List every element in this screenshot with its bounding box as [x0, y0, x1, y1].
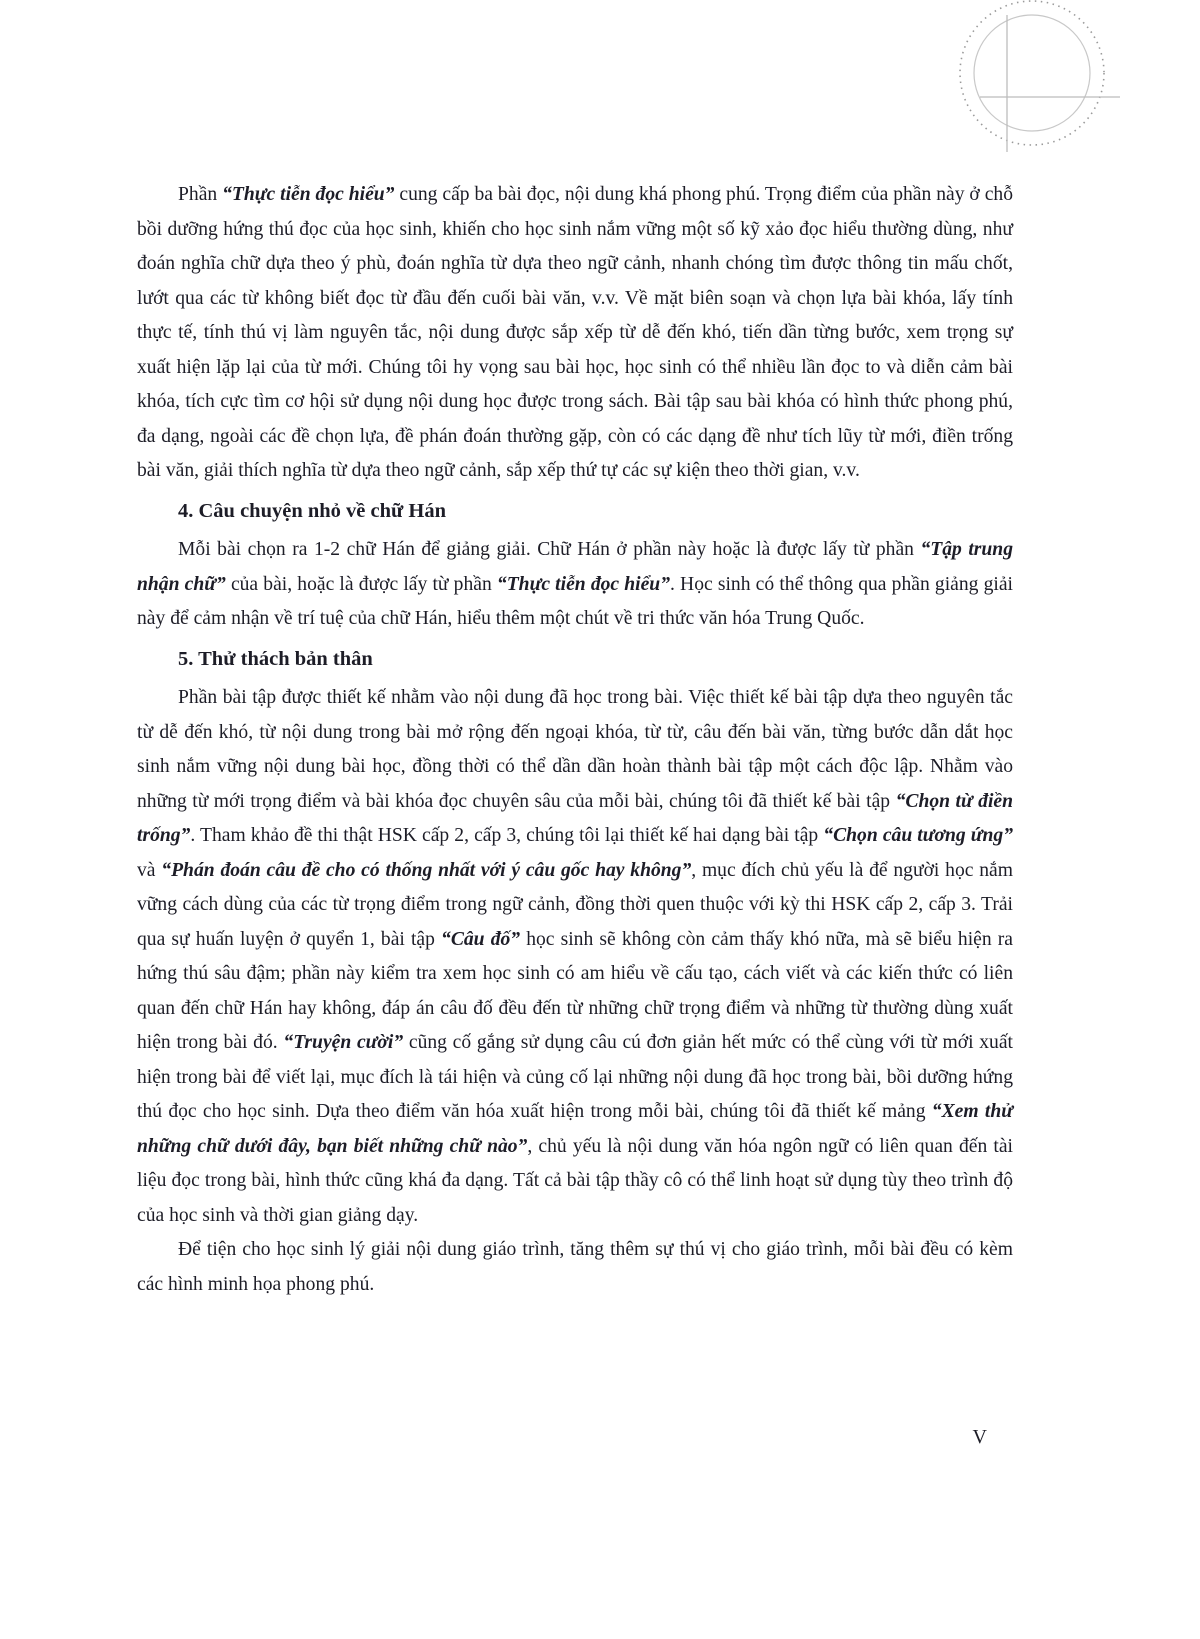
text-run: học sinh sẽ không còn cảm thấy khó nữa, mà sẽ biểu hiện ra hứng thú sâu đậm; phần này kiểm tra xem học sinh có am hiểu về cấu tạo, cách viết và các kiến thức có liên quan đến chữ Hán hay không, đáp án câu đố đều đến từ những chữ trọng điểm và những từ thường dùng xuất hiện trong bài đó. — [137, 928, 1013, 1053]
paragraph — [137, 178, 1013, 489]
text-run: . Tham khảo đề thi thật HSK cấp 2, cấp 3, chúng tôi lại thiết kế hai dạng bài tập — [190, 825, 824, 846]
quoted-term: “Câu đố” — [441, 928, 521, 950]
quoted-term: “Chọn câu tương ứng” — [823, 825, 1014, 846]
text-run: Phần bài tập được thiết kế nhằm vào nội dung đã học trong bài. Việc thiết kế bài tập dựa theo nguyên tắc từ dễ đến khó, từ nội dung trong bài mở rộng đến ngoại khóa, từ từ, câu đến bài văn, từng bước dẫn dắt học sinh nắm vững nội dung bài học, đồng thời có thể dần dần hoàn thành bài tập một cách độc lập. Nhằm vào những từ mới trọng điểm và bài khóa đọc chuyên sâu của mỗi bài, chúng tôi đã thiết kế bài tập — [137, 687, 1013, 812]
page-content — [137, 178, 1013, 1302]
text-run: . Học sinh có thể thông qua phần giảng giải này để cảm nhận về trí tuệ của chữ Hán, hiểu thêm một chút về tri thức văn hóa Trung Quốc. — [137, 573, 1013, 629]
text-run: cung cấp ba bài đọc, nội dung khá phong phú. Trọng điểm của phần này ở chỗ bồi dưỡng hứng thú đọc của học sinh, khiến cho học sinh nắm vững một số kỹ xảo đọc hiểu thường dùng, như đoán nghĩa chữ dựa theo ý phù, đoán nghĩa từ dựa theo ngữ cảnh, nhanh chóng tìm được thông tin mấu chốt, lướt qua các từ không biết đọc từ đầu đến cuối bài văn, v.v. Về mặt biên soạn và chọn lựa bài khóa, lấy tính thực tế, tính thú vị làm nguyên tắc, nội dung được sắp xếp từ dễ đến khó, tiến dần từng bước, xem trọng sự xuất hiện lặp lại của từ mới. Chúng tôi hy vọng sau bài học, học sinh có thể nhiều lần đọc to và diễn cảm bài khóa, tích cực tìm cơ hội sử dụng nội dung học được trong sách. Bài tập sau bài khóa có hình thức phong phú, đa dạng, ngoài các đề chọn lựa, đề phán đoán thường gặp, còn có các dạng đề như tích lũy từ mới, điền trống bài văn, giải thích nghĩa từ dựa theo ngữ cảnh, sắp xếp thứ tự các sự kiện theo thời gian, v.v. — [137, 184, 1013, 481]
text-run: cũng cố gắng sử dụng câu cú đơn giản hết mức có thể cùng với từ mới xuất hiện trong bài để viết lại, mục đích là tái hiện và củng cố lại những nội dung đã học trong bài, bồi dưỡng hứng thú đọc cho học sinh. Dựa theo điểm văn hóa xuất hiện trong mỗi bài, chúng tôi đã thiết kế mảng — [137, 1032, 1013, 1122]
quoted-term: “Chọn từ điền trống” — [137, 790, 1013, 846]
text-run: Mỗi bài chọn ra 1-2 chữ Hán để giảng giải. Chữ Hán ở phần này hoặc là được lấy từ phần — [178, 539, 921, 560]
text-run: của bài, hoặc là được lấy từ phần — [225, 573, 497, 595]
text-run: và — [137, 859, 162, 881]
text-run: , chủ yếu là nội dung văn hóa ngôn ngữ có liên quan đến tài liệu đọc trong bài, hình thức cũng khá đa dạng. Tất cả bài tập thầy cô có thể linh hoạt sử dụng tùy theo trình độ của học sinh và thời gian giảng dạy. — [137, 1135, 1013, 1226]
paragraph — [137, 533, 1013, 637]
quoted-term: “Thực tiễn đọc hiểu” — [222, 184, 395, 205]
text-run: Để tiện cho học sinh lý giải nội dung giáo trình, tăng thêm sự thú vị cho giáo trình, mỗi bài đều có kèm các hình minh họa phong phú. — [137, 1239, 1013, 1295]
quoted-term: “Tập trung nhận chữ” — [137, 539, 1014, 595]
quoted-term: “Truyện cười” — [283, 1032, 404, 1053]
page-number: V — [972, 1426, 987, 1448]
section-heading: 4. Câu chuyện nhỏ về chữ Hán — [178, 499, 447, 522]
quoted-term: “Thực tiễn đọc hiểu” — [496, 573, 670, 595]
paragraph — [137, 681, 1013, 1233]
text-run: Phần — [178, 184, 223, 205]
paragraph — [137, 1233, 1013, 1302]
section-heading: 5. Thử thách bản thân — [178, 647, 373, 670]
quoted-term: “Xem thử những chữ dưới đây, bạn biết những chữ nào” — [137, 1101, 1013, 1157]
registration-crosshair-mark-icon — [950, 0, 1150, 165]
quoted-term: “Phán đoán câu đề cho có thống nhất với ý câu gốc hay không” — [161, 859, 692, 881]
text-run: , mục đích chủ yếu là để người học nắm vững cách dùng của các từ trọng điểm trong ngữ cảnh, đồng thời quen thuộc với kỳ thi HSK cấp 2, cấp 3. Trải qua sự huấn luyện ở quyển 1, bài tập — [137, 859, 1013, 950]
